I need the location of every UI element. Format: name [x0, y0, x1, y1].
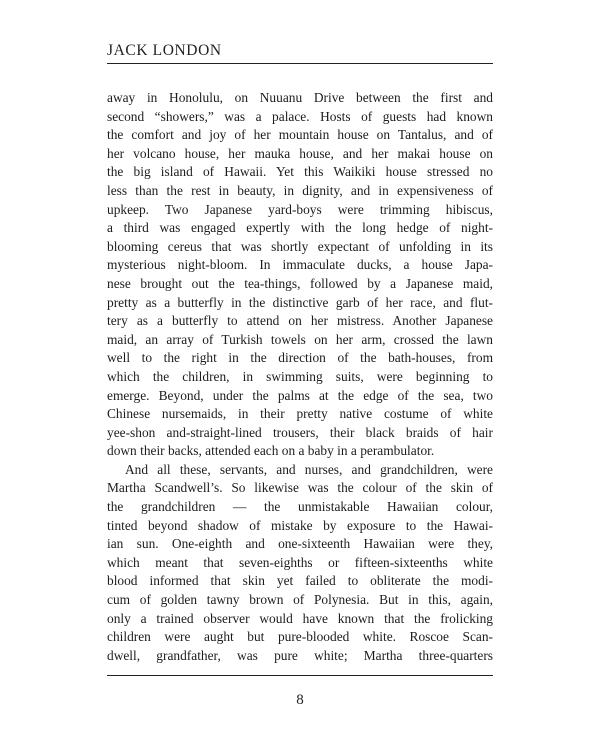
text-line: yee-shon and-straight-lined trousers, their black braids of hair: [107, 424, 493, 440]
footer-rule: [107, 675, 493, 676]
text-line: less than the rest in beauty, in dignity, and in expensiveness of: [107, 182, 493, 198]
body-text: [107, 89, 493, 665]
text-line: her volcano house, her mauka house, and her makai house on: [107, 145, 493, 161]
text-line: Chinese nursemaids, in their pretty native costume of white: [107, 406, 493, 422]
paragraph-1: [107, 89, 493, 461]
text-line: pretty as a butterfly in the distinctive garb of her race, and flut-: [107, 294, 493, 310]
header-rule: [107, 63, 493, 64]
text-line: the grandchildren — the unmistakable Hawaiian colour,: [107, 499, 493, 515]
text-line: second “showers,” was a palace. Hosts of guests had known: [107, 108, 493, 124]
text-line: tinted beyond shadow of mistake by exposure to the Hawai-: [107, 517, 493, 533]
text-line: only a trained observer would have known that the frolicking: [107, 610, 493, 626]
text-line: the big island of Hawaii. Yet this Waikiki house stressed no: [107, 164, 493, 180]
text-line: emerge. Beyond, under the palms at the edge of the sea, two: [107, 387, 493, 403]
text-line: dwell, grandfather, was pure white; Martha three-quarters: [107, 647, 493, 663]
text-line: nese brought out the tea-things, followed by a Japanese maid,: [107, 275, 493, 291]
text-line: cum of golden tawny brown of Polynesia. But in this, again,: [107, 592, 493, 608]
page-number: 8: [296, 692, 304, 708]
text-line: well to the right in the direction of the bath-houses, from: [107, 350, 493, 366]
text-line: down their backs, attended each on a baby in a perambulator.: [107, 443, 435, 459]
text-line: Martha Scandwell’s. So likewise was the colour of the skin of: [107, 480, 493, 496]
text-line: blooming cereus that was shortly expectant of unfolding in its: [107, 238, 493, 254]
text-line: tery as a butterfly to attend on her mistress. Another Japanese: [107, 313, 493, 329]
text-line: maid, an array of Turkish towels on her arm, crossed the lawn: [107, 331, 493, 347]
text-line: the comfort and joy of her mountain house on Tantalus, and of: [107, 127, 493, 143]
text-line: a third was engaged expertly with the long hedge of night-: [107, 220, 493, 236]
text-line: children were aught but pure-blooded white. Roscoe Scan-: [107, 629, 493, 645]
text-line: away in Honolulu, on Nuuanu Drive between the first and: [107, 90, 493, 105]
paragraph-2: [107, 461, 493, 666]
text-line: ian sun. One-eighth and one-sixteenth Hawaiian were they,: [107, 536, 493, 552]
text-line: And all these, servants, and nurses, and grandchildren, were: [125, 461, 493, 477]
text-line: which the children, in swimming suits, were beginning to: [107, 368, 493, 384]
text-line: which meant that seven-eighths or fifteen-sixteenths white: [107, 554, 493, 570]
running-header: JACK LONDON: [107, 42, 222, 59]
text-line: upkeep. Two Japanese yard-boys were trimming hibiscus,: [107, 201, 493, 217]
text-line: blood informed that skin yet failed to obliterate the modi-: [107, 573, 493, 589]
text-line: mysterious night-bloom. In immaculate ducks, a house Japa-: [107, 257, 493, 273]
